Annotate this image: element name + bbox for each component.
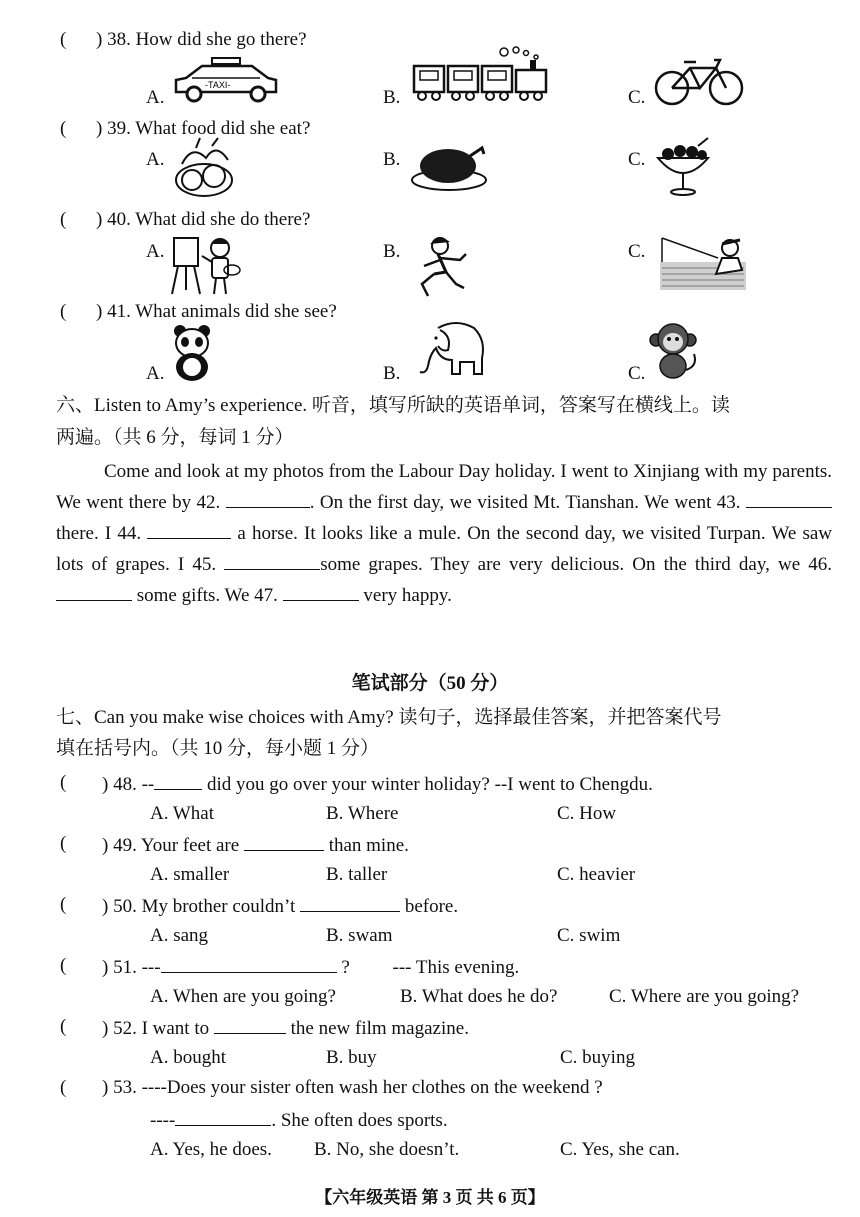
- taxi-icon: [172, 56, 280, 104]
- option-b[interactable]: B. Where: [326, 803, 399, 824]
- option-a[interactable]: A. bought: [150, 1047, 226, 1068]
- question-text: [102, 832, 409, 858]
- answer-blank[interactable]: [175, 1107, 271, 1126]
- question-stem: before.: [400, 896, 459, 917]
- question-stem: ) 49. Your feet are: [102, 835, 244, 856]
- blank-46[interactable]: [56, 582, 132, 601]
- dessert-bowl-icon: [654, 138, 712, 198]
- answer-paren[interactable]: (: [60, 833, 67, 854]
- question-stem: ? --- This evening.: [336, 957, 520, 978]
- question-stem: ) 48. --: [102, 774, 155, 795]
- answer-paren[interactable]: (: [60, 1077, 67, 1098]
- question-stem: than mine.: [323, 835, 409, 856]
- option-letter: A.: [146, 87, 165, 108]
- question-stem: ) 50. My brother couldn’t: [102, 896, 301, 917]
- passage-text: some gifts. We 47.: [132, 585, 283, 606]
- option-c[interactable]: C. Where are you going?: [609, 986, 800, 1007]
- question-text: [102, 1015, 469, 1041]
- fruit-basket-icon: [172, 136, 236, 200]
- question-text: ) 40. What did she do there?: [96, 209, 311, 230]
- blank-45[interactable]: [224, 551, 320, 570]
- blank-44[interactable]: [147, 520, 231, 539]
- option-letter: C.: [628, 149, 646, 170]
- question-text: [102, 893, 458, 919]
- question-stem: ) 51. ---: [102, 957, 161, 978]
- option-c[interactable]: C. How: [557, 803, 617, 824]
- blank-47[interactable]: [283, 582, 359, 601]
- option-letter: B.: [383, 87, 401, 108]
- written-part-title: 笔试部分（50 分）: [351, 673, 509, 694]
- option-letter: C.: [628, 363, 646, 384]
- roast-duck-icon: [410, 140, 488, 192]
- question-text: [150, 1107, 448, 1133]
- climbing-girl-icon: [410, 236, 474, 298]
- option-letter: C.: [628, 241, 646, 262]
- painting-boy-icon: [170, 234, 242, 296]
- answer-paren[interactable]: (: [60, 772, 67, 793]
- option-a[interactable]: A. smaller: [150, 864, 230, 885]
- answer-blank[interactable]: [244, 832, 324, 851]
- option-c[interactable]: C. Yes, she can.: [560, 1139, 680, 1160]
- answer-paren[interactable]: (: [60, 118, 67, 139]
- section-heading: 六、Listen to Amy’s experience. 听音，填写所缺的英语单词，答案写在横线上。读: [56, 395, 730, 416]
- option-c[interactable]: C. swim: [557, 925, 621, 946]
- passage-text: there. I 44.: [56, 523, 148, 544]
- option-letter: A.: [146, 241, 165, 262]
- option-c[interactable]: C. heavier: [557, 864, 636, 885]
- option-letter: A.: [146, 363, 165, 384]
- fishing-boy-icon: [660, 234, 746, 290]
- question-text: ) 41. What animals did she see?: [96, 301, 337, 322]
- option-b[interactable]: B. No, she doesn’t.: [314, 1139, 460, 1160]
- answer-blank[interactable]: [300, 893, 400, 912]
- blank-43[interactable]: [746, 489, 832, 508]
- question-stem: did you go over your winter holiday? --I went to Chengdu.: [202, 774, 653, 795]
- passage-text: Come and look at my photos from the Labour Day holiday. I went to Xinjiang with my parents. We went there by 42.: [56, 461, 832, 513]
- monkey-icon: [650, 322, 700, 380]
- question-text: [102, 771, 653, 797]
- section-heading: 两遍。（共 6 分，每词 1 分）: [56, 427, 294, 448]
- answer-paren[interactable]: (: [60, 894, 67, 915]
- answer-blank[interactable]: [154, 771, 202, 790]
- option-b[interactable]: B. taller: [326, 864, 388, 885]
- answer-paren[interactable]: (: [60, 955, 67, 976]
- section-heading: 填在括号内。（共 10 分，每小题 1 分）: [56, 738, 380, 759]
- option-b[interactable]: B. buy: [326, 1047, 377, 1068]
- panda-icon: [172, 325, 212, 383]
- question-stem: . She often does sports.: [271, 1110, 448, 1131]
- option-letter: C.: [628, 87, 646, 108]
- listening-passage: [56, 456, 832, 611]
- question-text: [102, 954, 519, 980]
- option-c[interactable]: C. buying: [560, 1047, 635, 1068]
- option-b[interactable]: B. What does he do?: [400, 986, 558, 1007]
- answer-blank[interactable]: [161, 954, 337, 973]
- question-text: ) 38. How did she go there?: [96, 29, 307, 50]
- answer-paren[interactable]: (: [60, 209, 67, 230]
- page-footer: 【六年级英语 第 3 页 共 6 页】: [315, 1188, 545, 1207]
- option-b[interactable]: B. swam: [326, 925, 393, 946]
- option-letter: B.: [383, 363, 401, 384]
- answer-paren[interactable]: (: [60, 301, 67, 322]
- option-letter: A.: [146, 149, 165, 170]
- passage-text: very happy.: [358, 585, 452, 606]
- option-letter: B.: [383, 241, 401, 262]
- passage-text: some grapes. They are very delicious. On the third day, we 46.: [320, 554, 832, 575]
- section-heading: 七、Can you make wise choices with Amy? 读句子，选择最佳答案，并把答案代号: [56, 707, 722, 728]
- question-text: ) 53. ----Does your sister often wash her clothes on the weekend ?: [102, 1077, 603, 1098]
- answer-paren[interactable]: (: [60, 29, 67, 50]
- passage-text: a horse. It looks like a mule. On the second day, we visited Turpan. We saw lots of grapes. I 45.: [56, 523, 832, 575]
- option-a[interactable]: A. When are you going?: [150, 986, 336, 1007]
- answer-paren[interactable]: (: [60, 1016, 67, 1037]
- option-a[interactable]: A. What: [150, 803, 215, 824]
- question-stem: ----: [150, 1110, 176, 1131]
- blank-42[interactable]: [226, 489, 310, 508]
- taxi-label: -TAXI-: [205, 80, 231, 90]
- question-stem: the new film magazine.: [285, 1018, 469, 1039]
- answer-blank[interactable]: [214, 1015, 286, 1034]
- option-a[interactable]: A. sang: [150, 925, 209, 946]
- elephant-icon: [416, 318, 488, 378]
- question-stem: ) 52. I want to: [102, 1018, 214, 1039]
- option-letter: B.: [383, 149, 401, 170]
- bicycle-icon: [654, 56, 746, 108]
- question-text: ) 39. What food did she eat?: [96, 118, 311, 139]
- passage-text: . On the first day, we visited Mt. Tianshan. We went 43.: [309, 492, 746, 513]
- option-a[interactable]: A. Yes, he does.: [150, 1139, 272, 1160]
- train-icon: [412, 44, 552, 104]
